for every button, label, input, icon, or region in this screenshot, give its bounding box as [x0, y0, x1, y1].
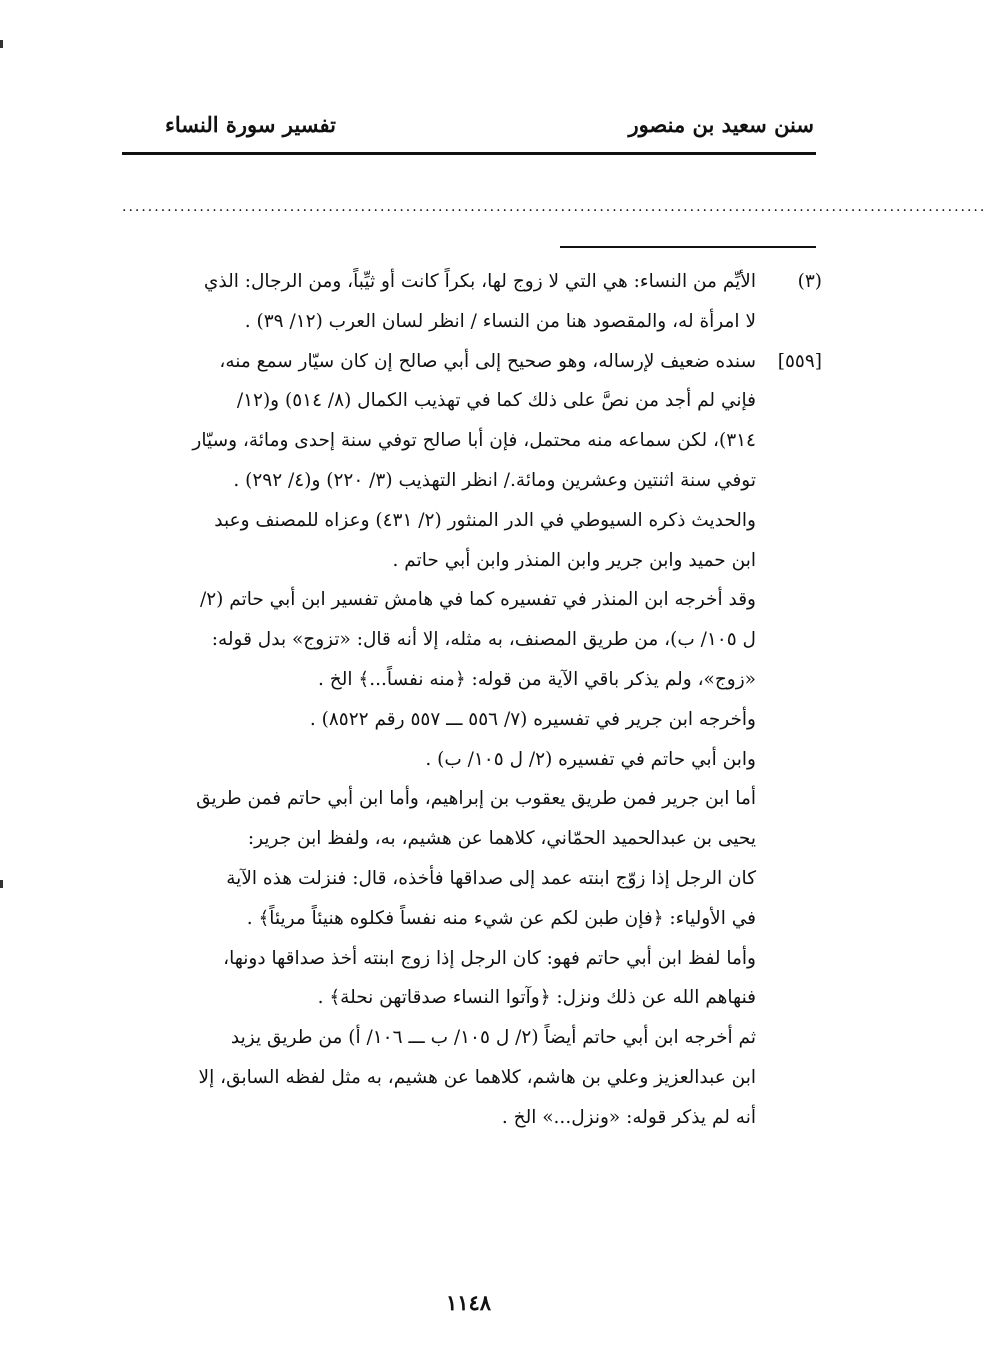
note-line: [112, 1058, 822, 1098]
note-line: [112, 342, 822, 382]
note-line: [112, 819, 822, 859]
scan-edge-mark: [0, 40, 3, 48]
page-number: ١١٤٨: [445, 1290, 492, 1315]
note-text: فنهاهم الله عن ذلك ونزل: ﴿وآتوا النساء صدقاتهن نحلة﴾ .: [317, 987, 756, 1009]
note-text: وأخرجه ابن جرير في تفسيره (٧/ ٥٥٦ ـــ ٥٥٧ رقم ٨٥٢٢) .: [309, 708, 756, 730]
note-line: [112, 421, 822, 461]
note-line: [112, 740, 822, 780]
note-text: «زوج»، ولم يذكر باقي الآية من قوله: ﴿منه نفساً...﴾ الخ .: [318, 668, 756, 690]
note-line: [112, 660, 822, 700]
note-marker: [٥٥٩]: [777, 350, 822, 372]
note-text: وأما لفظ ابن أبي حاتم فهو: كان الرجل إذا زوج ابنته أخذ صداقها دونها،: [223, 947, 756, 969]
running-header-chapter-title: تفسير سورة النساء: [165, 112, 336, 137]
note-line: [112, 541, 822, 581]
note-line: [112, 859, 822, 899]
footnotes-block: [112, 262, 822, 1138]
note-line: [112, 779, 822, 819]
note-text: والحديث ذكره السيوطي في الدر المنثور (٢/ ٤٣١) وعزاه للمصنف وعبد: [214, 509, 756, 531]
note-text: أنه لم يذكر قوله: «ونزل...» الخ .: [501, 1106, 756, 1128]
note-line: [112, 978, 822, 1018]
note-line: [112, 262, 822, 302]
note-line: [112, 501, 822, 541]
note-text: ابن عبدالعزيز وعلي بن هاشم، كلاهما عن هشيم، به مثل لفظه السابق، إلا: [198, 1066, 756, 1088]
note-text: توفي سنة اثنتين وعشرين ومائة./ انظر التهذيب (٣/ ٢٢٠) و(٤/ ٢٩٢) .: [233, 469, 756, 491]
note-text: لا امرأة له، والمقصود هنا من النساء / انظر لسان العرب (١٢/ ٣٩) .: [244, 310, 756, 332]
note-text: وابن أبي حاتم في تفسيره (٢/ ل ١٠٥/ ب) .: [425, 748, 756, 770]
scan-edge-mark: [0, 880, 3, 888]
note-text: في الأولياء: ﴿فإن طبن لكم عن شيء منه نفساً فكلوه هنيئاً مريئاً﴾ .: [246, 907, 756, 929]
note-text: ثم أخرجه ابن أبي حاتم أيضاً (٢/ ل ١٠٥/ ب ـــ ١٠٦/ أ) من طريق يزيد: [230, 1027, 756, 1049]
note-line: [112, 1098, 822, 1138]
note-text: سنده ضعيف لإرساله، وهو صحيح إلى أبي صالح إن كان سيّار سمع منه،: [219, 350, 756, 372]
dotted-separator: ......................................................................................................................................: [122, 199, 986, 215]
note-text: أما ابن جرير فمن طريق يعقوب بن إبراهيم، وأما ابن أبي حاتم فمن طريق: [196, 788, 756, 810]
note-text: وقد أخرجه ابن المنذر في تفسيره كما في هامش تفسير ابن أبي حاتم (٢/: [200, 589, 756, 611]
running-header-book-title: سنن سعيد بن منصور: [628, 112, 814, 137]
note-line: [112, 620, 822, 660]
note-line: [112, 939, 822, 979]
note-text: الأيِّم من النساء: هي التي لا زوج لها، بكراً كانت أو ثيِّباً، ومن الرجال: الذي: [203, 271, 756, 292]
note-line: [112, 899, 822, 939]
note-text: ابن حميد وابن جرير وابن المنذر وابن أبي حاتم .: [392, 549, 756, 571]
note-text: كان الرجل إذا زوّج ابنته عمد إلى صداقها فأخذه، قال: فنزلت هذه الآية: [226, 867, 756, 889]
note-text: ٣١٤)، لكن سماعه منه محتمل، فإن أبا صالح توفي سنة إحدى ومائة، وسيّار: [192, 430, 756, 452]
note-text: يحيى بن عبدالحميد الحمّاني، كلاهما عن هشيم، به، ولفظ ابن جرير:: [247, 828, 756, 850]
note-line: [112, 461, 822, 501]
note-marker: (٣): [797, 271, 822, 292]
header-rule: [122, 152, 816, 155]
note-text: فإني لم أجد من نصَّ على ذلك كما في تهذيب الكمال (٨/ ٥١٤) و(١٢/: [236, 390, 756, 412]
note-line: [112, 700, 822, 740]
footnote-separator-rule: [560, 246, 816, 248]
note-line: [112, 302, 822, 342]
note-line: [112, 1018, 822, 1058]
note-text: ل ١٠٥/ ب)، من طريق المصنف، به مثله، إلا أنه قال: «تزوج» بدل قوله:: [211, 629, 756, 651]
note-line: [112, 580, 822, 620]
note-line: [112, 381, 822, 421]
